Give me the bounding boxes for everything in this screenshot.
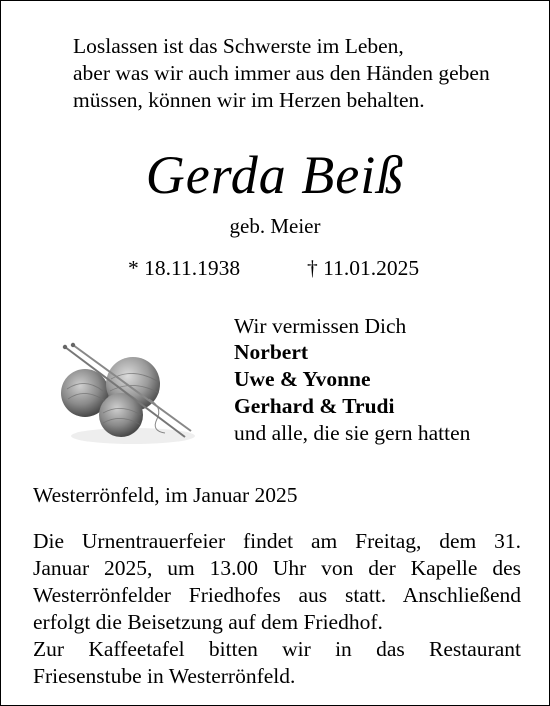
mourners-closing: und alle, die sie gern hatten: [234, 421, 471, 445]
birth-date: * 18.11.1938: [128, 256, 241, 280]
service-line: Die Urnentrauerfeier findet am Freitag, dem 31.: [33, 529, 521, 553]
service-line: Januar 2025, um 13.00 Uhr von der Kapelle des: [33, 556, 521, 580]
coffee-line: Zur Kaffeetafel bitten wir in das Restaurant: [33, 637, 521, 661]
service-line: Westerrönfelder Friedhofes aus statt. Anschließend: [33, 583, 521, 607]
mourners-intro: Wir vermissen Dich: [234, 314, 407, 338]
mourner-name: Gerhard & Trudi: [234, 394, 395, 418]
knitting-yarn-balls-icon: [53, 341, 213, 446]
quote-line-2: aber was wir auch immer aus den Händen geben: [73, 61, 490, 85]
quote-line-3: müssen, können wir im Herzen behalten.: [73, 88, 425, 112]
deceased-name: Gerda Beiß: [145, 145, 405, 205]
place-date: Westerrönfeld, im Januar 2025: [33, 483, 298, 507]
mourner-name: Norbert: [234, 340, 309, 364]
maiden-name: geb. Meier: [229, 214, 321, 238]
service-line: erfolgt die Beisetzung auf dem Friedhof.: [33, 610, 383, 634]
death-date: † 11.01.2025: [307, 256, 420, 280]
coffee-line: Friesenstube in Westerrönfeld.: [33, 664, 296, 688]
mourner-name: Uwe & Yvonne: [234, 367, 371, 391]
quote-line-1: Loslassen ist das Schwerste im Leben,: [73, 34, 404, 58]
